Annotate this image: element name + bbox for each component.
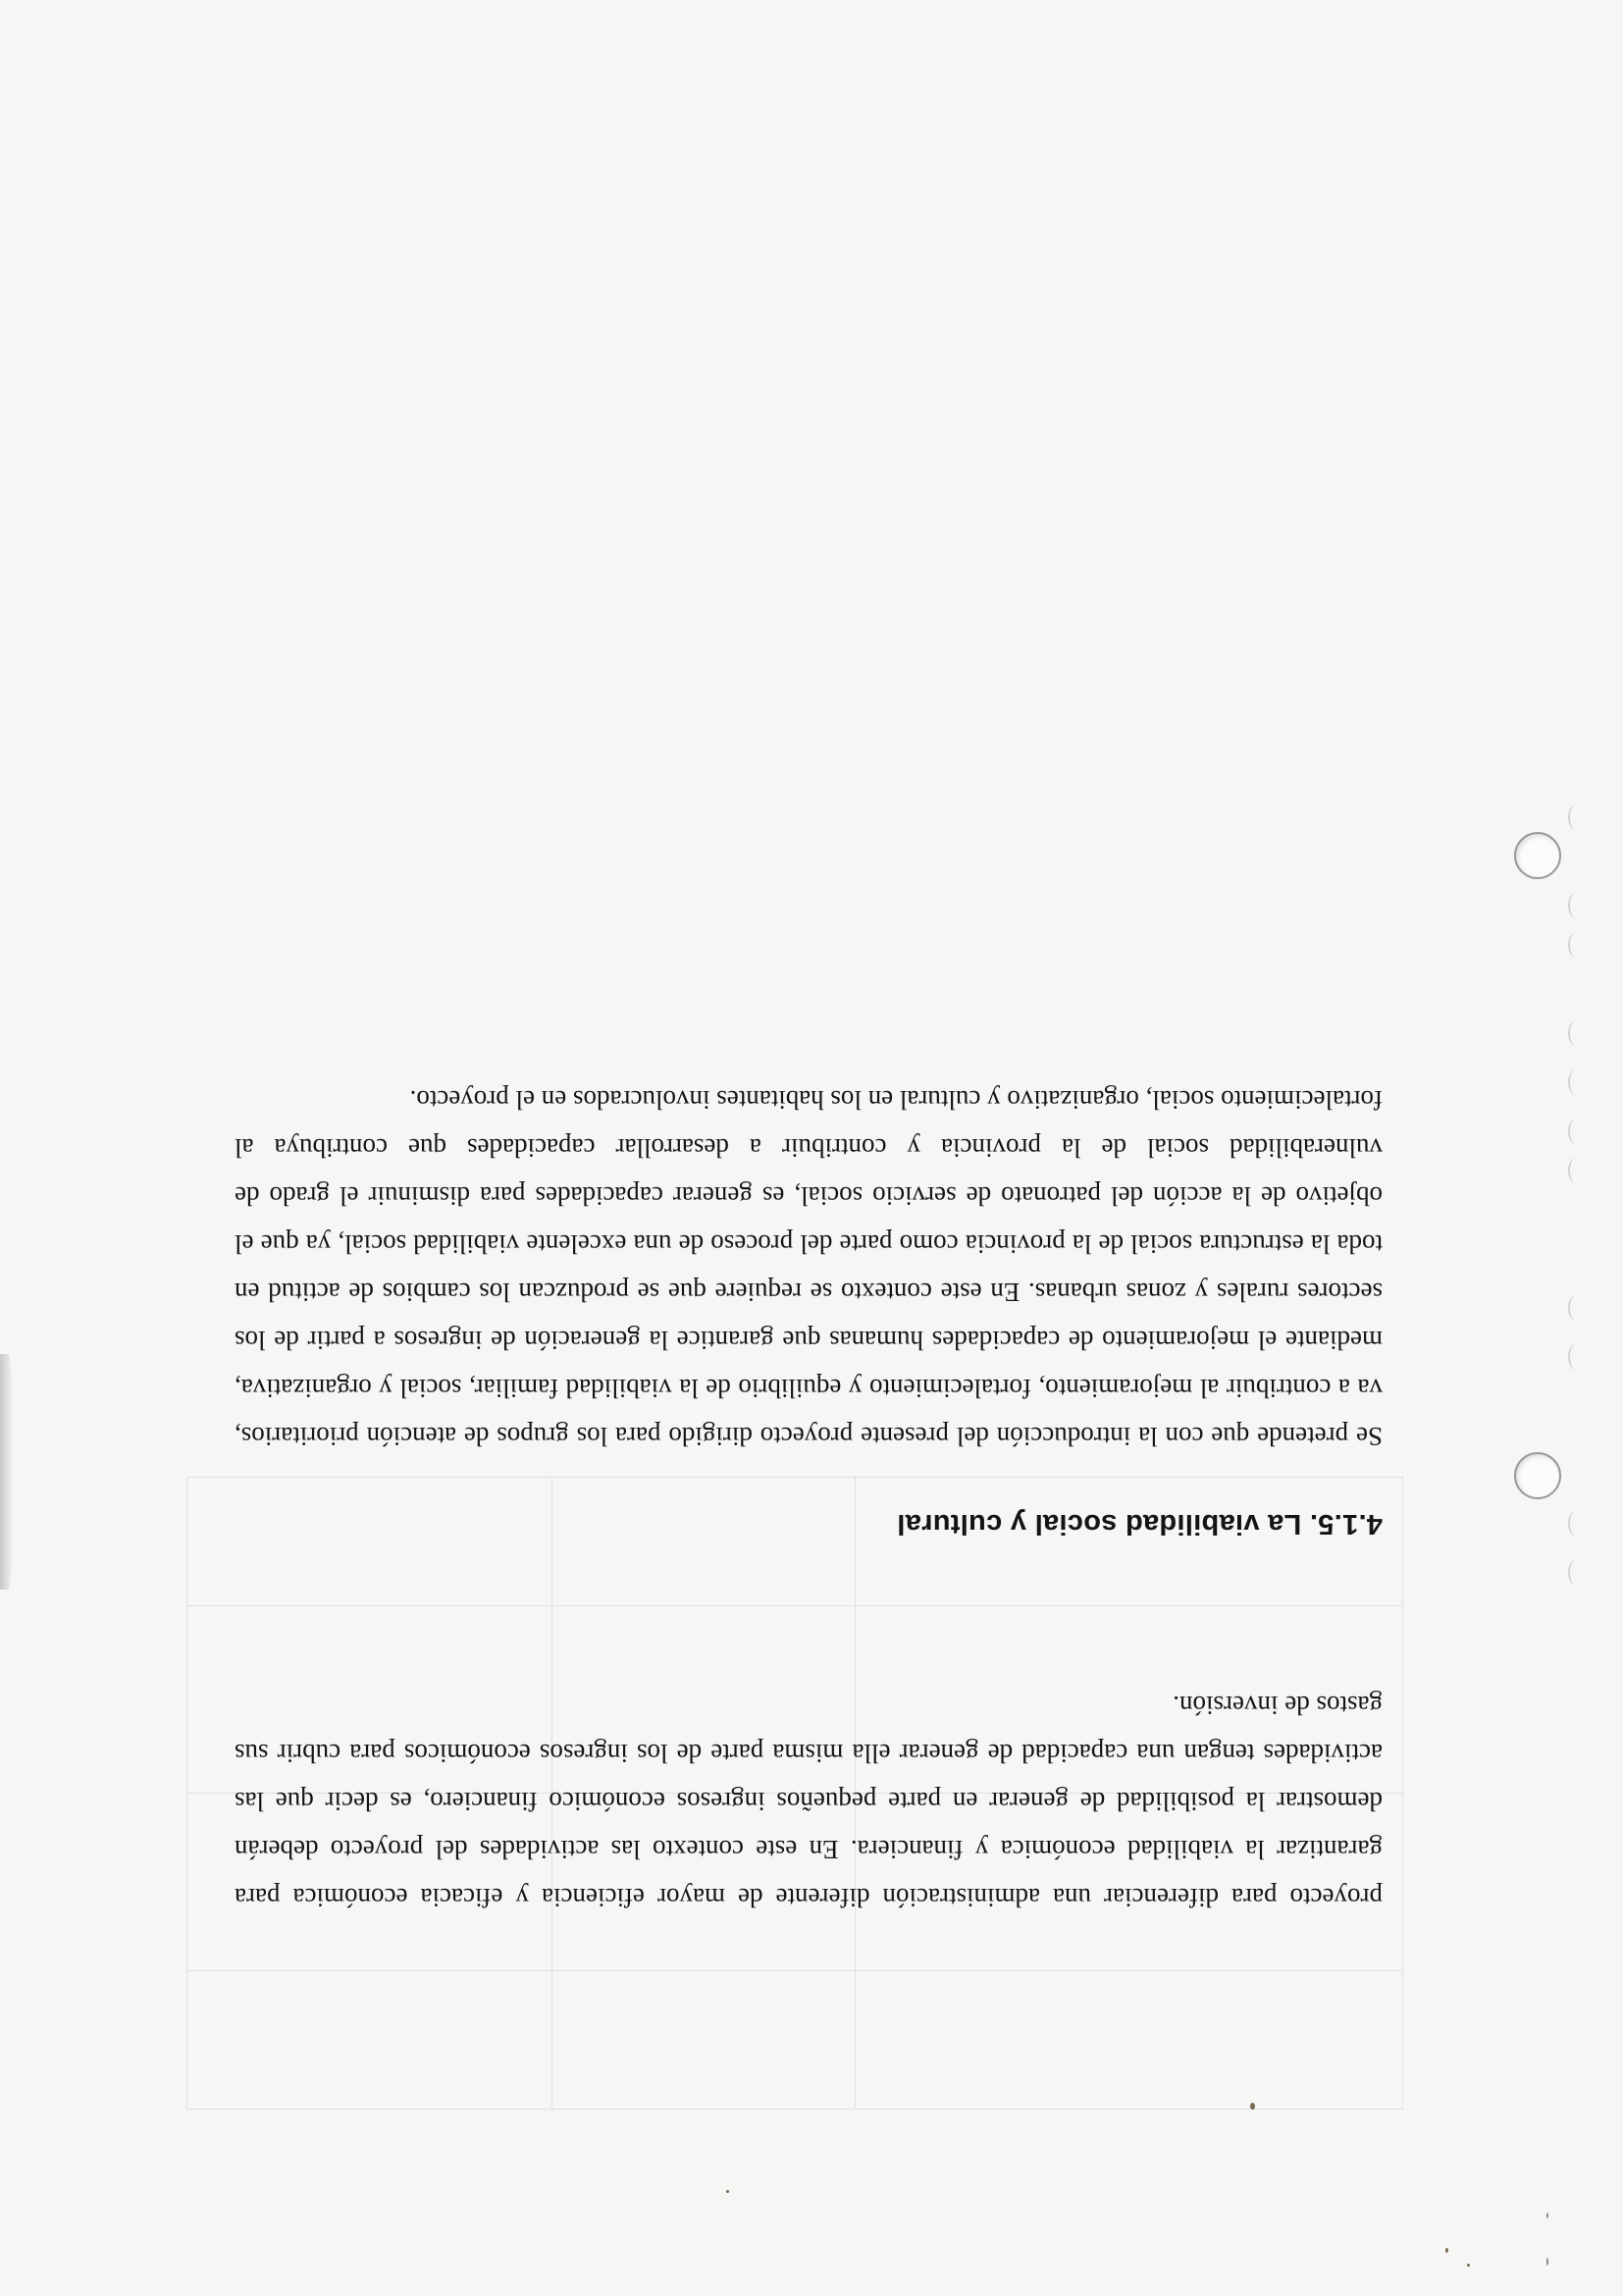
binder-mark [1568,1020,1584,1046]
binder-mark [1568,1070,1584,1095]
binder-mark [1568,1511,1584,1537]
scan-speck [1467,2264,1470,2267]
scan-speck [1250,2103,1255,2110]
binder-mark [1568,932,1584,958]
scan-speck [1546,2213,1548,2218]
scan-speck [726,2190,729,2193]
binder-mark [1568,1560,1584,1586]
punch-hole [1514,832,1561,879]
scan-speck [1546,2258,1548,2266]
binder-mark [1568,1295,1584,1321]
bleed-through-table [186,1472,1403,2110]
binder-mark [1568,1119,1584,1144]
punch-hole [1514,1452,1561,1499]
paragraph-text: proyecto para diferenciar una administración diferente de mayor eficiencia y eficacia económica para garantizar la viabilidad económica y financiera. En este contexto las actividades del proyecto deberán demostrar la posibilidad de generar en parte pequeños ingresos económico financiero, es decir que las actividades tengan una capacidad de generar ella misma parte de los ingresos económicos para cubrir sus gastos de inversión. [235,1691,1383,1912]
paragraph-text: Se pretende que con la introducción del presente proyecto dirigido para los grupos de atención prioritarios, va a contribuir al mejoramiento, fortalecimiento y equilibrio de la viabilidad familiar, social y organizativa, mediante el mejoramiento de capacidades humanas que garantice la generación de ingresos a partir de los sectores rurales y zonas urbanas. En este contexto se requiere que se produzcan los cambios de actitud en toda la estructura social de la provincia como parte del proceso de una excelente viabilidad social, ya que el objetivo de la acción del patronato de servicio social, es generar capacidades para disminuir el grado de vulnerabilidad social de la provincia y contribuir a desarrollar capacidades que contribuya al fortalecimiento social, organizativo y cultural en los habitantes involucrados en el proyecto. [235,1085,1383,1451]
binder-mark [1568,1158,1584,1183]
paragraph-social-viability [235,1075,1383,1460]
scan-speck [1445,2248,1448,2253]
binder-mark [1568,1344,1584,1370]
section-heading: 4.1.5. La viabilidad social y cultural [897,1508,1383,1539]
binder-mark [1568,805,1584,830]
binder-mark [1568,893,1584,918]
